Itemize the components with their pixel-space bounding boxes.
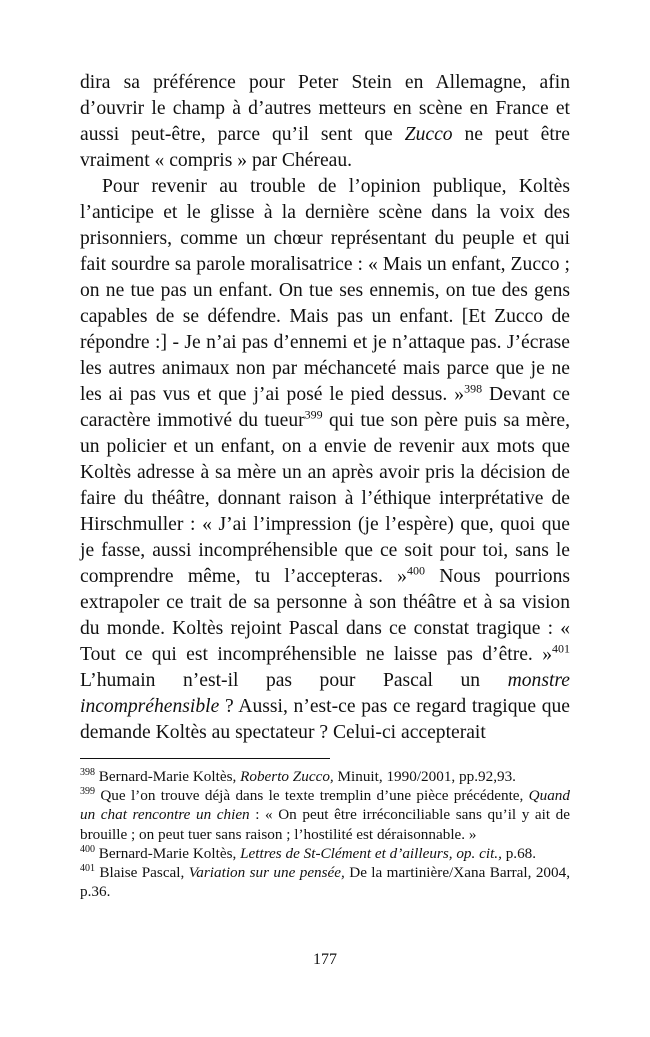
text-run: Blaise Pascal, <box>95 864 189 882</box>
footnote-reference: 401 <box>552 641 570 656</box>
footnote-reference: 400 <box>406 563 425 578</box>
text-run: dira sa préférence pour Peter Stein en Allemagne, afin d’ouvrir le champ à d’autres metteurs en scène en France et aussi peut-être, parce qu’il sent que <box>80 72 570 145</box>
text-run: Nous pourrions extrapoler ce trait de sa personne à son théâtre et à sa vision du monde. Koltès rejoint Pascal dans ce constat tragique : « Tout ce qui est incompréhensible ne laisse pas d’être. » <box>80 566 570 665</box>
footnote-number: 400 <box>80 843 95 855</box>
paragraph <box>80 174 570 746</box>
text-run: L’humain n’est-il pas pour Pascal un <box>80 670 508 691</box>
italic-text: Lettres de St-Clément et d’ailleurs, op. cit., <box>240 844 502 862</box>
footnote-number: 401 <box>80 862 95 874</box>
italic-text: Variation sur une pensée, <box>188 864 345 882</box>
footnote-reference: 398 <box>464 381 483 396</box>
footnote-number: 399 <box>80 786 95 798</box>
text-run: ne peut être vraiment « compris » par Chéreau. <box>80 124 570 171</box>
footnote <box>80 767 570 786</box>
footnotes <box>80 767 570 901</box>
text-run: Bernard-Marie Koltès, <box>95 768 241 785</box>
footnote-number: 398 <box>80 766 95 778</box>
text-run: Bernard-Marie Koltès, <box>95 844 241 862</box>
footnote <box>80 863 570 901</box>
text-run: p.68. <box>501 844 537 862</box>
page-number: 177 <box>313 951 337 968</box>
footnote <box>80 786 570 844</box>
text-run: Que l’on trouve déjà dans le texte tremplin d’une pièce précédente, <box>95 787 529 805</box>
text-run: De la martinière/Xana Barral, 2004, p.36. <box>80 864 570 901</box>
footnote <box>80 844 570 863</box>
italic-text: Roberto Zucco, <box>240 768 334 785</box>
italic-text: Zucco <box>404 124 453 145</box>
book-page <box>80 70 570 901</box>
italic-text: monstre incompréhensible <box>80 670 570 717</box>
footnote-reference: 399 <box>304 407 323 422</box>
text-run: qui tue son père puis sa mère, un policier et un enfant, on a envie de revenir aux mots que Koltès adresse à sa mère un an après avoir pris la décision de faire du théâtre, donnant raison à l’éthique interprétative de Hirschmuller : « J’ai l’impression (je l’espère) que, quoi que je fasse, aussi incompréhensible que ce soit pour toi, sans le comprendre même, tu l’accepteras. » <box>80 410 570 587</box>
text-run: Devant ce caractère immotivé du tueur <box>80 384 570 431</box>
italic-text: Quand un chat rencontre un chien <box>80 787 570 824</box>
text-run: : « On peut être irréconciliable sans qu’il y ait de brouille ; on peut tuer sans raison ; l’hostilité est déraisonnable. » <box>80 806 570 843</box>
footnote-separator <box>80 758 330 759</box>
main-text <box>80 70 570 746</box>
paragraph <box>80 70 570 174</box>
text-run: Pour revenir au trouble de l’opinion publique, Koltès l’anticipe et le glisse à la dernière scène dans la voix des prisonniers, comme un chœur représentant du peuple et qui fait sourdre sa parole moralisatrice : « Mais un enfant, Zucco ; on ne tue pas un enfant. On tue ses ennemis, on tue des gens capables de se défendre. Mais pas un enfant. [Et Zucco de répondre :] - Je n’ai pas d’ennemi et je n’attaque pas. J’écrase les autres animaux non par méchanceté mais parce que je ne les ai pas vus et que j’ai posé le pied dessus. » <box>80 176 570 405</box>
text-run: Minuit, 1990/2001, pp.92,93. <box>333 768 516 785</box>
text-run: ? Aussi, n’est-ce pas ce regard tragique que demande Koltès au spectateur ? Celui-ci accepterait <box>80 696 570 743</box>
